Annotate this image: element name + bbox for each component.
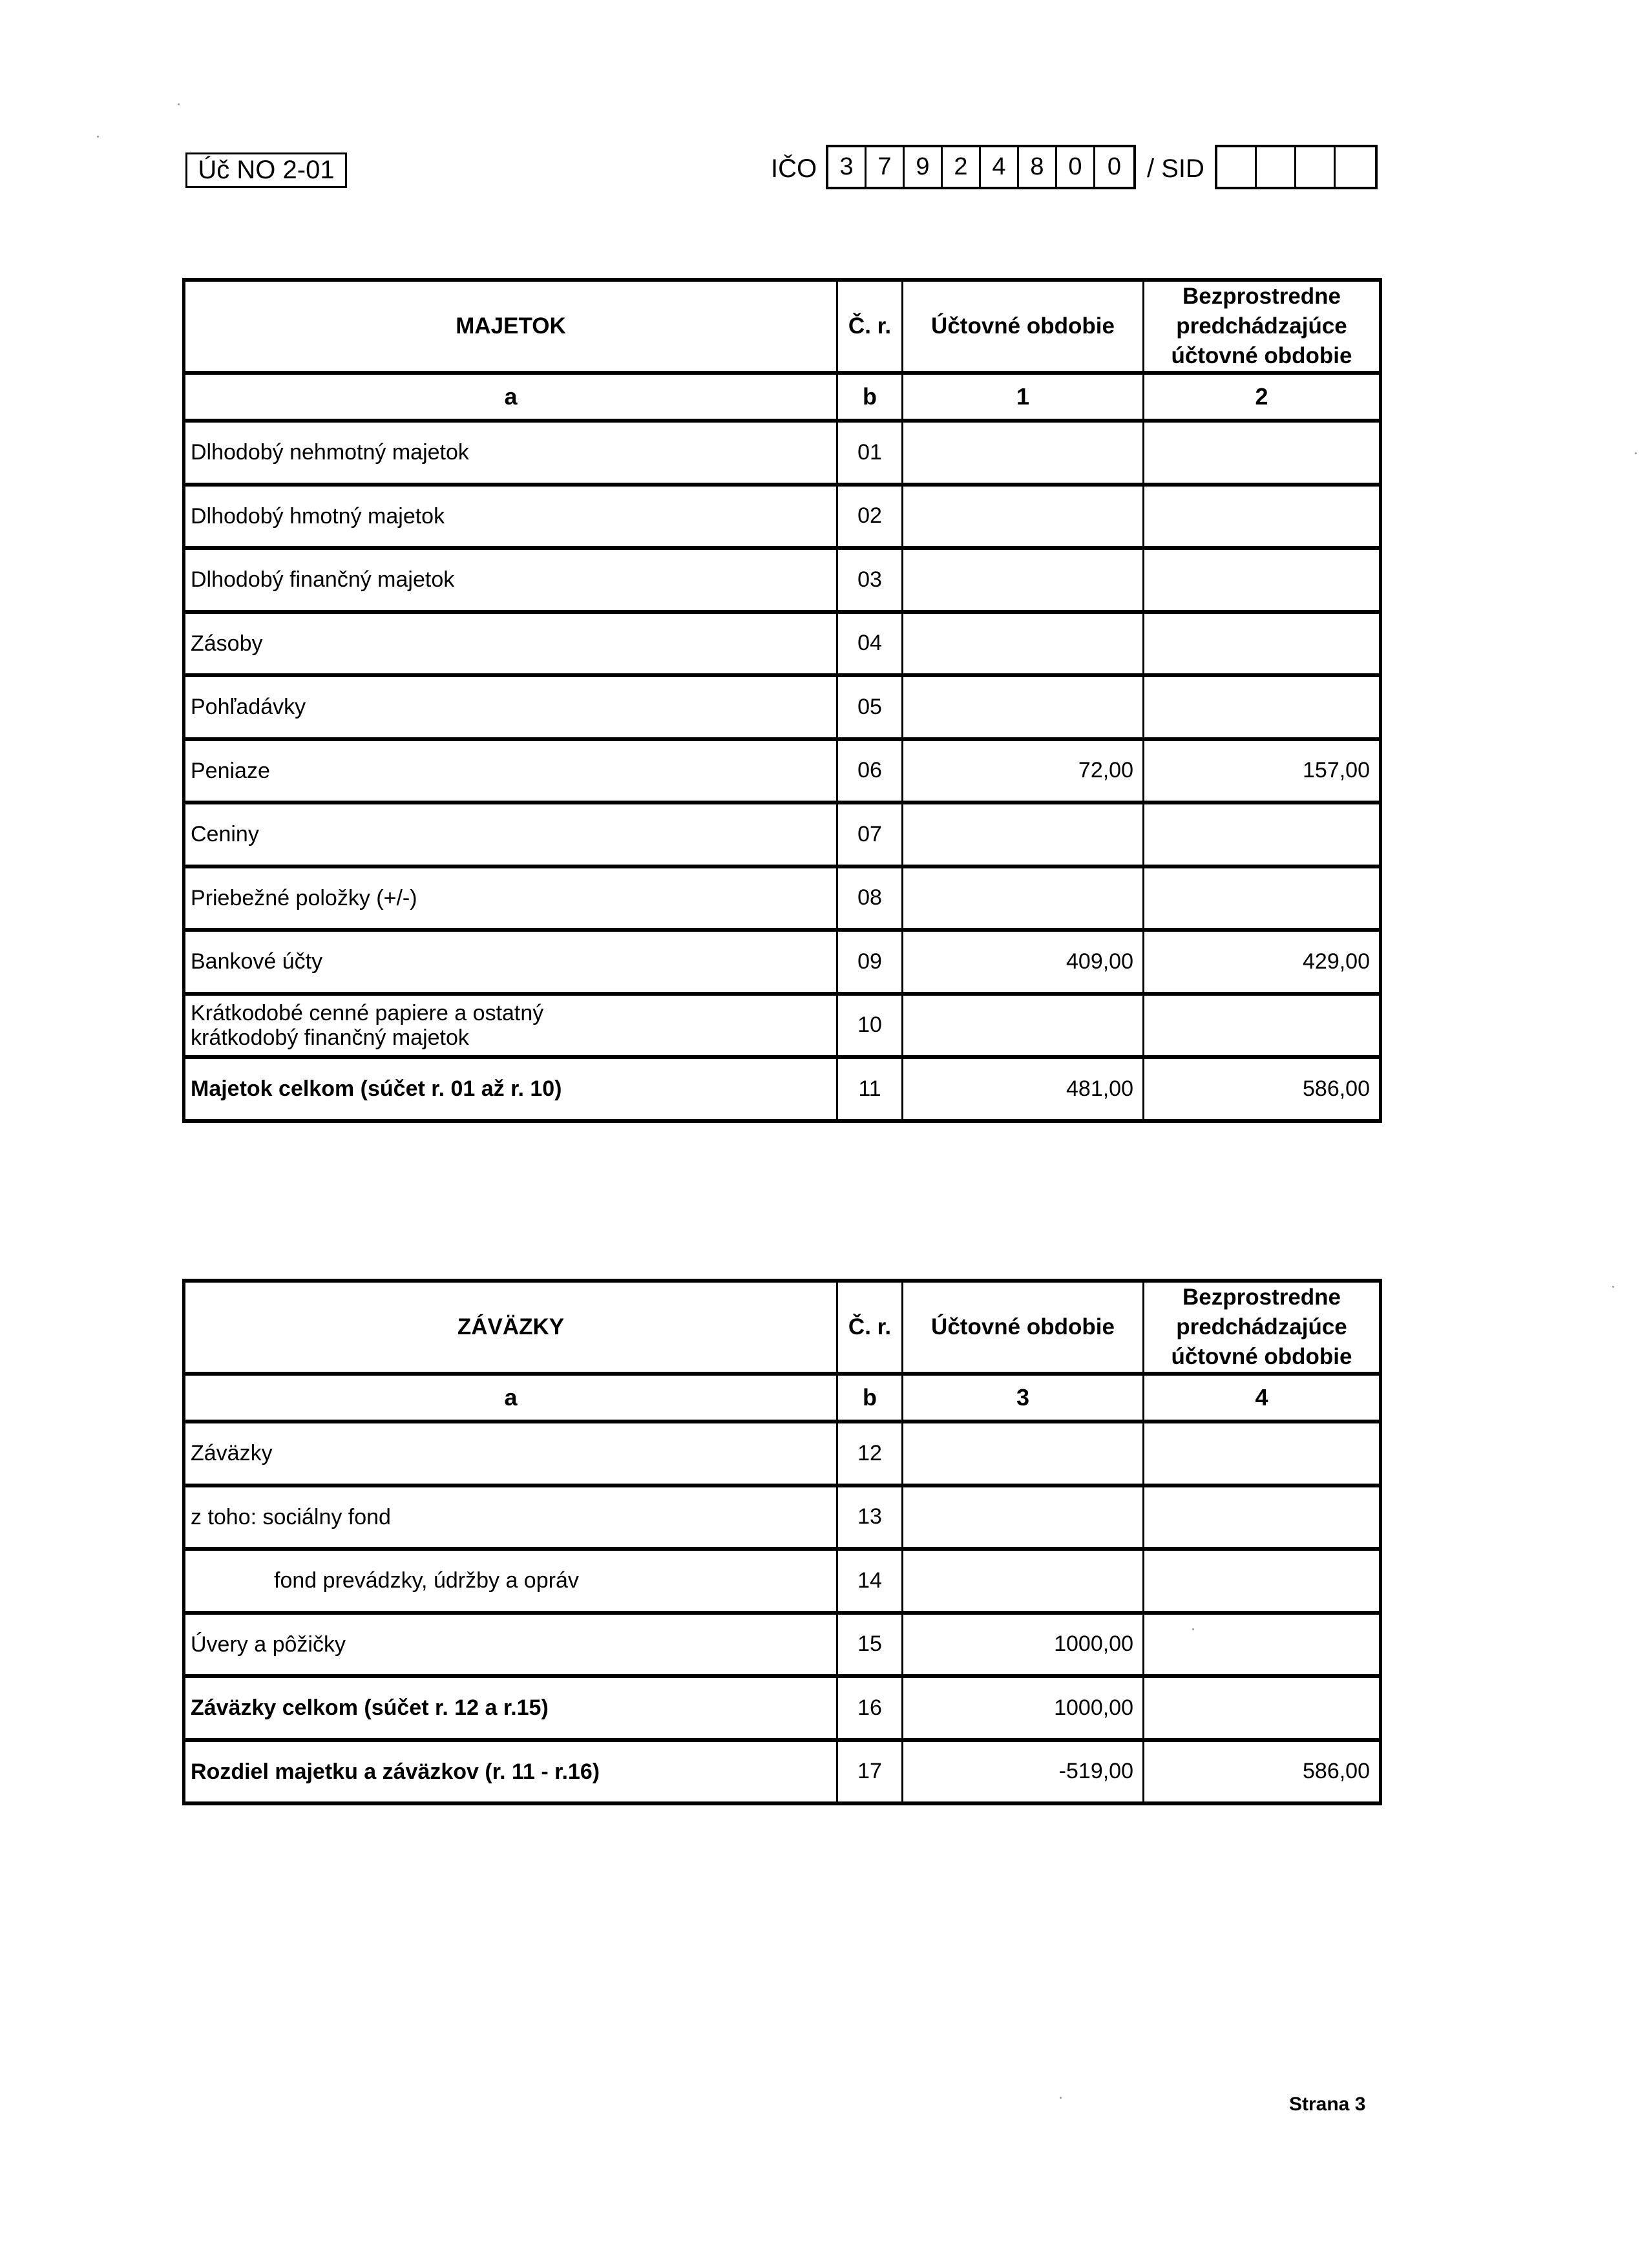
code-b: b (837, 373, 903, 421)
row-label: Záväzky celkom (súčet r. 12 a r.15) (184, 1676, 837, 1740)
previous-value[interactable] (1144, 1676, 1381, 1740)
table-row (184, 866, 1381, 930)
code-2: 2 (1144, 373, 1381, 421)
table-header-row (184, 1281, 1381, 1374)
previous-value[interactable]: 157,00 (1144, 739, 1381, 803)
previous-value[interactable] (1144, 1422, 1381, 1486)
row-number: 06 (837, 739, 903, 803)
row-label: Priebežné položky (+/-) (184, 866, 837, 930)
row-number: 09 (837, 930, 903, 994)
previous-value[interactable] (1144, 803, 1381, 866)
ico-digit[interactable]: 8 (1019, 147, 1057, 187)
previous-value[interactable] (1144, 548, 1381, 612)
current-value[interactable]: 409,00 (903, 930, 1144, 994)
row-label: z toho: sociálny fond (184, 1486, 837, 1549)
row-label: Majetok celkom (súčet r. 01 až r. 10) (184, 1057, 837, 1121)
table-row (184, 612, 1381, 676)
table-row (184, 421, 1381, 485)
row-label: Rozdiel majetku a záväzkov (r. 11 - r.16) (184, 1740, 837, 1804)
code-4: 4 (1144, 1374, 1381, 1422)
form-code-box (185, 152, 347, 188)
ico-label: IČO (771, 154, 817, 183)
current-value[interactable] (903, 548, 1144, 612)
table-row (184, 994, 1381, 1058)
code-b: b (837, 1374, 903, 1422)
header-current-period: Účtovné obdobie (903, 1281, 1144, 1374)
difference-row (184, 1740, 1381, 1804)
row-number: 12 (837, 1422, 903, 1486)
current-value[interactable] (903, 485, 1144, 549)
header-previous-period: Bezprostredne predchádzajúce účtovné obdobie (1144, 280, 1381, 373)
code-3: 3 (903, 1374, 1144, 1422)
ico-digit[interactable]: 2 (943, 147, 981, 187)
row-number: 13 (837, 1486, 903, 1549)
ico-digit[interactable]: 4 (981, 147, 1019, 187)
row-label: Pohľadávky (184, 675, 837, 739)
page-number: Strana 3 (1289, 2094, 1366, 2115)
sid-label: / SID (1147, 154, 1204, 183)
header-row-no: Č. r. (837, 280, 903, 373)
total-row (184, 1676, 1381, 1740)
row-number: 04 (837, 612, 903, 676)
row-number: 01 (837, 421, 903, 485)
sid-digit[interactable] (1257, 147, 1296, 187)
row-number: 17 (837, 1740, 903, 1804)
ico-digit[interactable]: 9 (905, 147, 943, 187)
table-row (184, 803, 1381, 866)
current-value[interactable] (903, 1422, 1144, 1486)
current-value[interactable] (903, 1549, 1144, 1613)
row-label: Úvery a pôžičky (184, 1613, 837, 1677)
code-a: a (184, 373, 837, 421)
row-number: 14 (837, 1549, 903, 1613)
table-row (184, 1422, 1381, 1486)
previous-value[interactable] (1144, 485, 1381, 549)
scan-speck (1612, 1286, 1614, 1288)
current-value[interactable] (903, 675, 1144, 739)
ico-digit[interactable]: 7 (867, 147, 905, 187)
previous-value[interactable] (1144, 675, 1381, 739)
sid-digit[interactable] (1336, 147, 1375, 187)
form-code: Úč NO 2-01 (198, 156, 335, 184)
table-row (184, 739, 1381, 803)
row-number: 10 (837, 994, 903, 1058)
current-value[interactable] (903, 1486, 1144, 1549)
liabilities-table (182, 1279, 1382, 1805)
table-row (184, 1613, 1381, 1677)
current-value[interactable] (903, 866, 1144, 930)
header-previous-period: Bezprostredne predchádzajúce účtovné obdobie (1144, 1281, 1381, 1374)
ico-digit[interactable]: 3 (828, 147, 867, 187)
header-name: ZÁVÄZKY (184, 1281, 837, 1374)
row-number: 02 (837, 485, 903, 549)
current-value[interactable] (903, 421, 1144, 485)
row-number: 15 (837, 1613, 903, 1677)
current-value[interactable] (903, 994, 1144, 1058)
current-value[interactable]: 481,00 (903, 1057, 1144, 1121)
current-value[interactable]: 72,00 (903, 739, 1144, 803)
row-label: fond prevádzky, údržby a opráv (184, 1549, 837, 1613)
row-number: 08 (837, 866, 903, 930)
scan-speck (1192, 1628, 1194, 1630)
table-row (184, 1486, 1381, 1549)
sid-digit[interactable] (1296, 147, 1336, 187)
table-row (184, 930, 1381, 994)
current-value[interactable]: 1000,00 (903, 1613, 1144, 1677)
ico-digit[interactable]: 0 (1057, 147, 1095, 187)
current-value[interactable] (903, 612, 1144, 676)
code-a: a (184, 1374, 837, 1422)
scan-speck (178, 103, 180, 105)
row-number: 16 (837, 1676, 903, 1740)
row-label: Krátkodobé cenné papiere a ostatný krátkodobý finančný majetok (184, 994, 837, 1058)
table-row (184, 1549, 1381, 1613)
previous-value[interactable]: 586,00 (1144, 1057, 1381, 1121)
previous-value[interactable] (1144, 994, 1381, 1058)
scan-speck (1635, 452, 1637, 454)
previous-value[interactable] (1144, 1549, 1381, 1613)
row-number: 07 (837, 803, 903, 866)
row-label: Dlhodobý finančný majetok (184, 548, 837, 612)
row-label: Bankové účty (184, 930, 837, 994)
row-label: Záväzky (184, 1422, 837, 1486)
ico-digit[interactable]: 0 (1107, 153, 1122, 180)
column-code-row (184, 1374, 1381, 1422)
row-number: 03 (837, 548, 903, 612)
previous-value[interactable] (1144, 421, 1381, 485)
row-label: Ceniny (184, 803, 837, 866)
column-code-row (184, 373, 1381, 421)
table-row (184, 548, 1381, 612)
code-1: 1 (903, 373, 1144, 421)
previous-value[interactable] (1144, 866, 1381, 930)
table-header-row (184, 280, 1381, 373)
previous-value[interactable] (1144, 1486, 1381, 1549)
sid-digit[interactable] (1217, 147, 1257, 187)
current-value[interactable]: -519,00 (903, 1740, 1144, 1804)
assets-table (182, 278, 1382, 1123)
scan-speck (1060, 2097, 1062, 2099)
table-row (184, 485, 1381, 549)
total-row (184, 1057, 1381, 1121)
current-value[interactable]: 1000,00 (903, 1676, 1144, 1740)
sid-field[interactable] (1215, 145, 1378, 189)
row-label: Dlhodobý hmotný majetok (184, 485, 837, 549)
header-name: MAJETOK (184, 280, 837, 373)
row-label: Zásoby (184, 612, 837, 676)
header-row-no: Č. r. (837, 1281, 903, 1374)
previous-value[interactable]: 429,00 (1144, 930, 1381, 994)
previous-value[interactable] (1144, 1613, 1381, 1677)
ico-field[interactable] (826, 145, 1136, 189)
row-label: Peniaze (184, 739, 837, 803)
header-current-period: Účtovné obdobie (903, 280, 1144, 373)
table-row (184, 675, 1381, 739)
row-number: 11 (837, 1057, 903, 1121)
current-value[interactable] (903, 803, 1144, 866)
row-number: 05 (837, 675, 903, 739)
scan-speck (97, 136, 99, 138)
row-label: Dlhodobý nehmotný majetok (184, 421, 837, 485)
previous-value[interactable]: 586,00 (1144, 1740, 1381, 1804)
previous-value[interactable] (1144, 612, 1381, 676)
